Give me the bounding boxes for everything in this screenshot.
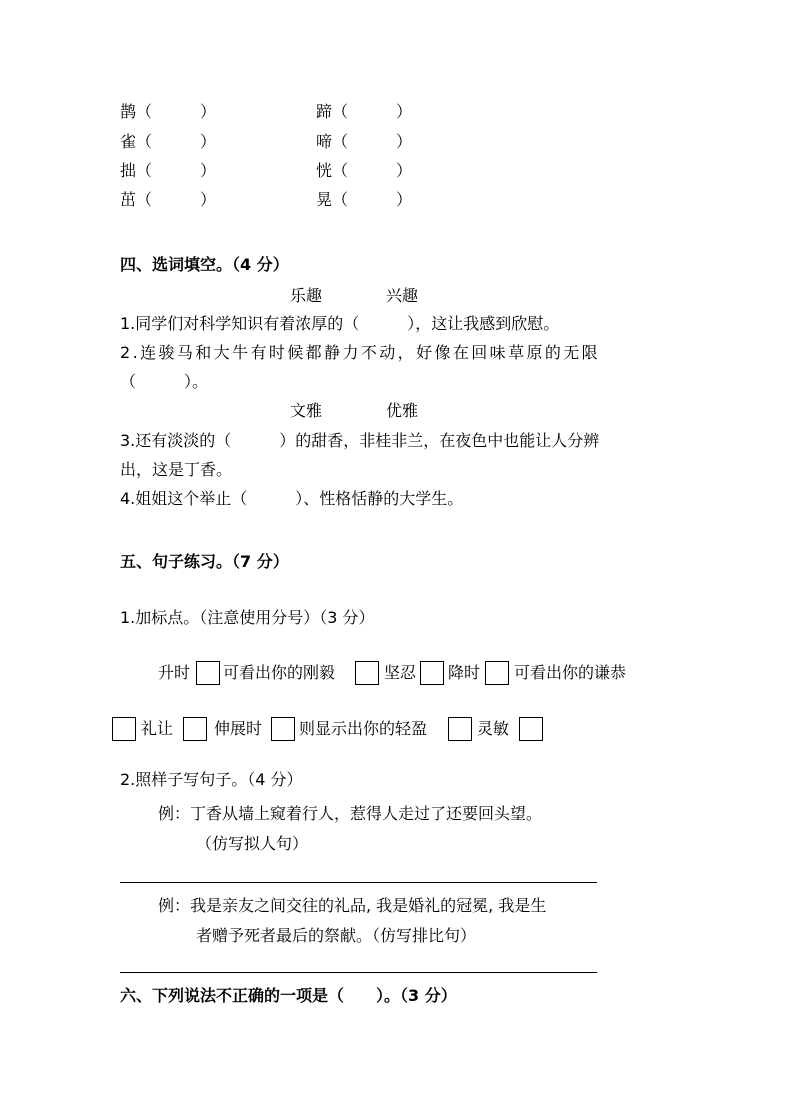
pinyin-item: 晃（ ） [316, 190, 413, 209]
section-4-title: 四、选词填空。（4 分） [120, 255, 289, 274]
punct-text: 伸展时 [214, 719, 263, 738]
word-choices-b: 文雅 优雅 [290, 401, 419, 420]
example-2-line2: 者赠予死者最后的祭献。（仿写排比句） [196, 926, 477, 945]
question-4-1: 1.同学们对科学知识有着浓厚的（ ），这让我感到欣慰。 [120, 314, 560, 333]
question-5-1: 1.加标点。（注意使用分号）（3 分） [120, 608, 375, 627]
question-4-2-line2: （ ）。 [120, 372, 209, 391]
answer-line-2[interactable] [120, 972, 597, 973]
punctuation-box[interactable] [271, 717, 295, 741]
word-choices-a: 乐趣 兴趣 [290, 286, 419, 305]
pinyin-item: 蹄（ ） [316, 102, 413, 121]
pinyin-item: 啼（ ） [316, 132, 413, 151]
punct-text: 可看出你的谦恭 [514, 663, 627, 682]
punct-text: 可看出你的刚毅 [223, 663, 336, 682]
pinyin-item: 鹊（ ） [120, 102, 217, 121]
punct-text: 则显示出你的轻盈 [299, 719, 428, 738]
section-5-title: 五、句子练习。（7 分） [120, 552, 289, 571]
question-4-2-line1: 2.连骏马和大牛有时候都静力不动，好像在回味草原的无限 [120, 343, 601, 362]
punctuation-box[interactable] [112, 717, 136, 741]
question-4-3-line1: 3.还有淡淡的（ ）的甜香，非桂非兰，在夜色中也能让人分辨 [120, 431, 600, 450]
question-5-2: 2.照样子写句子。（4 分） [120, 770, 303, 789]
punctuation-box[interactable] [420, 661, 444, 685]
punctuation-box[interactable] [485, 661, 509, 685]
answer-line-1[interactable] [120, 882, 597, 883]
punctuation-box[interactable] [519, 717, 543, 741]
example-1: 例：丁香从墙上窥着行人，惹得人走过了还要回头望。 [158, 804, 543, 823]
punct-text: 降时 [448, 663, 481, 682]
punctuation-box[interactable] [448, 717, 472, 741]
punct-text: 升时 [158, 663, 191, 682]
punct-text: 坚忍 [384, 663, 417, 682]
punctuation-box[interactable] [183, 717, 207, 741]
pinyin-item: 恍（ ） [316, 161, 413, 180]
punctuation-box[interactable] [196, 661, 220, 685]
pinyin-item: 拙（ ） [120, 161, 217, 180]
punctuation-box[interactable] [355, 661, 379, 685]
question-4-3-line2: 出，这是丁香。 [120, 460, 233, 479]
punct-text: 礼让 [141, 719, 174, 738]
question-4-4: 4.姐姐这个举止（ ）、性格恬静的大学生。 [120, 489, 464, 508]
punct-text: 灵敏 [477, 719, 510, 738]
pinyin-item: 茁（ ） [120, 190, 217, 209]
section-6-title: 六、下列说法不正确的一项是（ ）。（3 分） [120, 986, 457, 1005]
example-1-hint: （仿写拟人句） [196, 834, 309, 853]
pinyin-item: 雀（ ） [120, 132, 217, 151]
example-2-line1: 例：我是亲友之间交往的礼品, 我是婚礼的冠冕, 我是生 [158, 896, 547, 915]
